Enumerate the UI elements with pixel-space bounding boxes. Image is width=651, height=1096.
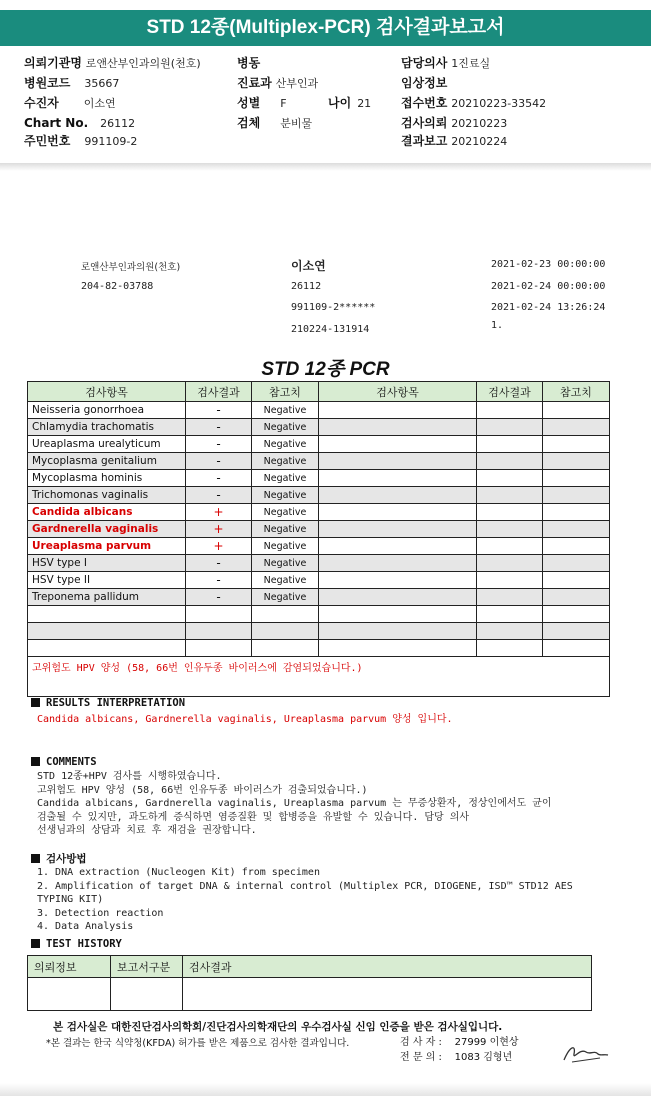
method-text [37,866,573,934]
patient-block-date3-suffix: 1. [491,320,504,331]
col-header: 참고치 [543,382,610,402]
col-header: 검사결과 [183,956,592,978]
table-row [28,402,610,419]
test-item-name: Mycoplasma genitalium [28,453,186,470]
test-result: - [186,555,252,572]
empty-cell [319,572,477,589]
empty-cell [543,402,610,419]
patient-block-clinic-reg: 204-82-03788 [81,281,154,292]
table-row [28,589,610,606]
col-header: 검사항목 [28,382,186,402]
comment-line: STD 12종+HPV 검사를 시행하였습니다. [37,771,222,782]
patient-block-name: 이소연 [291,259,326,273]
department-field: 진료과 산부인과 [237,76,319,90]
test-result: - [186,419,252,436]
receipt-field: 접수번호 20210223-33542 [401,96,547,110]
table-row [28,555,610,572]
empty-cell [477,504,543,521]
empty-cell [477,538,543,555]
results-text: Candida albicans, Gardnerella vaginalis, Ureaplasma parvum 양성 입니다. [37,714,453,725]
test-result: + [186,521,252,538]
hospital-code-field: 병원코드 35667 [24,76,120,90]
reference-value: Negative [252,453,319,470]
empty-cell [477,572,543,589]
empty-cell [477,487,543,504]
col-header: 검사항목 [319,382,477,402]
test-item-name: HSV type I [28,555,186,572]
reference-value: Negative [252,538,319,555]
test-item-name: Treponema pallidum [28,589,186,606]
empty-cell [477,453,543,470]
table-row [28,978,592,1011]
signature-icon [560,1040,610,1066]
reference-value: Negative [252,555,319,572]
empty-cell [543,555,610,572]
empty-cell [477,470,543,487]
empty-cell [477,521,543,538]
empty-cell [319,419,477,436]
patient-field: 수진자 이소연 [24,96,116,110]
page-bottom-edge [0,1083,651,1096]
kfda-note: *본 결과는 한국 식약청(KFDA) 허가를 받은 제품으로 검사한 결과입니다. [46,1038,350,1049]
test-result: - [186,402,252,419]
reference-value: Negative [252,487,319,504]
table-row [28,470,610,487]
comment-line: 검출될 수 있지만, 과도하게 증식하면 염증질환 및 합병증을 유발할 수 있습니다. 담당 의사 [37,811,470,823]
method-heading: 검사방법 [31,851,87,866]
empty-cell [543,453,610,470]
reference-value: Negative [252,470,319,487]
patient-block-id: 991109-2****** [291,302,376,313]
certification-note: 본 검사실은 대한진단검사의학회/진단검사의학재단의 우수검사실 신임 인증을 받은 검사실입니다. [53,1021,503,1033]
empty-cell [543,589,610,606]
test-item-name: Ureaplasma urealyticum [28,436,186,453]
test-item-name: HSV type II [28,572,186,589]
empty-cell [477,436,543,453]
col-header: 참고치 [252,382,319,402]
col-header: 검사결과 [477,382,543,402]
method-line: 3. Detection reaction [37,907,164,919]
col-header: 보고서구분 [111,956,183,978]
patient-block-clinic: 로앤산부인과의원(천호) [81,262,181,273]
pcr-title: STD 12종 PCR [261,359,390,380]
comments-text [37,770,552,838]
empty-cell [543,419,610,436]
empty-cell [543,538,610,555]
method-line: 4. Data Analysis [37,921,134,932]
comment-line: 선생님과의 상담과 치료 후 재검을 권장합니다. [37,825,257,836]
reference-value: Negative [252,521,319,538]
results-table [27,381,610,697]
empty-cell [319,436,477,453]
table-row-empty [28,623,610,640]
empty-cell [543,504,610,521]
test-result: + [186,504,252,521]
results-heading: RESULTS INTERPRETATION [31,697,185,709]
empty-cell [319,538,477,555]
test-item-name: Gardnerella vaginalis [28,521,186,538]
test-item-name: Neisseria gonorrhoea [28,402,186,419]
empty-cell [319,521,477,538]
bullet-square-icon [31,757,40,766]
comments-heading: COMMENTS [31,756,97,768]
comment-line: Candida albicans, Gardnerella vaginalis, Ureaplasma parvum 는 무증상환자, 정상인에서도 균이 [37,798,552,809]
test-result: - [186,470,252,487]
specimen-field: 검체 분비물 [237,116,313,130]
col-header: 검사결과 [186,382,252,402]
empty-cell [477,589,543,606]
empty-cell [543,470,610,487]
doctor-field: 담당의사 1진료실 [401,56,491,70]
method-line: 2. Amplification of target DNA & internal control (Multiplex PCR, DIOGENE, ISD™ STD12 AES [37,880,573,892]
table-row [28,436,610,453]
empty-cell [319,555,477,572]
reference-value: Negative [252,436,319,453]
method-line: 1. DNA extraction (Nucleogen Kit) from specimen [37,867,320,878]
table-row [28,487,610,504]
clinical-info-field: 임상정보 [401,76,448,90]
patient-block-chart: 26112 [291,281,322,292]
test-item-name: Chlamydia trachomatis [28,419,186,436]
empty-cell [319,487,477,504]
hpv-note: 고위험도 HPV 양성 (58, 66번 인유두종 바이러스에 감염되었습니다.) [28,657,610,697]
empty-cell [543,436,610,453]
empty-cell [477,402,543,419]
ward-field: 병동 [237,56,261,70]
table-row [28,572,610,589]
empty-cell [319,589,477,606]
table-row-empty [28,606,610,623]
table-row [28,419,610,436]
comment-line: 고위험도 HPV 양성 (58, 66번 인유두종 바이러스가 검출되었습니다.) [37,784,368,796]
bullet-square-icon [31,854,40,863]
test-result: - [186,436,252,453]
test-result: - [186,487,252,504]
empty-cell [319,453,477,470]
method-line: TYPING KIT) [37,894,104,905]
patient-block-date1: 2021-02-23 00:00:00 [491,259,606,270]
table-row [28,504,610,521]
report-date-field: 결과보고 20210224 [401,134,508,148]
test-item-name: Mycoplasma hominis [28,470,186,487]
patient-block-date3: 2021-02-24 13:26:24 [491,302,606,313]
header-separator [0,163,651,171]
specialist-field: 전 문 의 : 1083 김형년 [400,1052,513,1063]
reference-value: Negative [252,402,319,419]
chart-no-field: Chart No. 26112 [24,116,136,130]
empty-cell [543,487,610,504]
test-result: - [186,453,252,470]
resident-id-field: 주민번호 991109-2 [24,134,138,148]
bullet-square-icon [31,939,40,948]
test-history-header [28,956,592,978]
results-table-header [28,382,610,402]
table-row [28,538,610,555]
test-history-heading: TEST HISTORY [31,938,122,950]
tester-field: 검 사 자 : 27999 이현상 [400,1037,519,1048]
patient-block-barcode: 210224-131914 [291,324,370,335]
empty-cell [319,470,477,487]
reference-value: Negative [252,504,319,521]
bullet-square-icon [31,698,40,707]
test-result: - [186,572,252,589]
age-field: 나이 21 [328,96,372,110]
empty-cell [543,572,610,589]
empty-cell [477,555,543,572]
empty-cell [319,504,477,521]
report-title-bar: STD 12종(Multiplex-PCR) 검사결과보고서 [0,10,651,46]
table-row [28,521,610,538]
reference-value: Negative [252,419,319,436]
table-note-row [28,657,610,697]
empty-cell [543,521,610,538]
table-row [28,453,610,470]
reference-value: Negative [252,589,319,606]
sex-field: 성별 F [237,96,287,110]
col-header: 의뢰정보 [28,956,111,978]
table-row-empty [28,640,610,657]
test-history-table [27,955,592,1011]
reference-value: Negative [252,572,319,589]
test-item-name: Ureaplasma parvum [28,538,186,555]
clinic-field: 의뢰기관명 로앤산부인과의원(천호) [24,56,201,70]
test-item-name: Candida albicans [28,504,186,521]
empty-cell [319,402,477,419]
test-result: - [186,589,252,606]
patient-block-date2: 2021-02-24 00:00:00 [491,281,606,292]
test-item-name: Trichomonas vaginalis [28,487,186,504]
empty-cell [477,419,543,436]
request-date-field: 검사의뢰 20210223 [401,116,508,130]
test-result: + [186,538,252,555]
